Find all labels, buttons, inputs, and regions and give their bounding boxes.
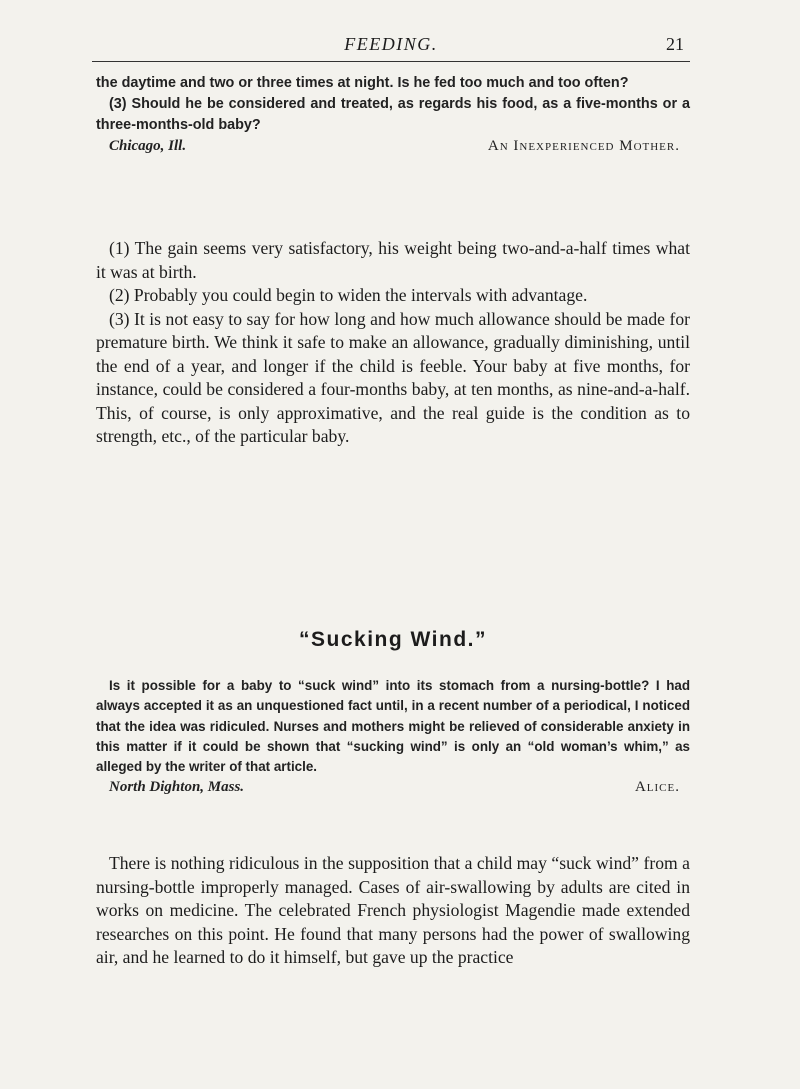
letter-paragraph: (3) Should he be considered and treated, as regards his food, as a five-months or a three-months-old baby?	[96, 96, 690, 133]
editor-answer-1	[96, 237, 690, 449]
letter-place: Chicago, Ill.	[109, 138, 187, 154]
letter-signature: Alice.	[634, 779, 680, 796]
section-heading: “Sucking Wind.”	[299, 628, 487, 651]
letter-signature-line	[96, 777, 690, 797]
letter-paragraph: the daytime and two or three times at night. Is he fed too much and too often?	[96, 75, 629, 91]
editor-answer-2	[96, 852, 690, 970]
letter-signature-line	[96, 136, 690, 157]
answer-paragraph: There is nothing ridiculous in the supposition that a child may “suck wind” from a nursing-bottle improperly managed. Cases of air-swallowing by adults are cited in works on medicine. The celebrated French physiologist Magendie made extended researches on this point. He found that many persons had the power of swallowing air, and he learned to do it himself, but gave up the practice	[96, 853, 690, 968]
answer-paragraph: (2) Probably you could begin to widen the intervals with advantage.	[109, 285, 588, 305]
header-rule	[92, 61, 690, 62]
letter-signature: An Inexperienced Mother.	[487, 138, 680, 154]
answer-paragraph: (3) It is not easy to say for how long and how much allowance should be made for premature birth. We think it safe to make an allowance, gradually diminishing, until the end of a year, and longer if the child is feeble. Your baby at five months, for instance, could be considered a four-months baby, at ten months, as nine-and-a-half. This, of course, is only approximative, and the real guide is the condition as to strength, etc., of the particular baby.	[96, 308, 690, 446]
letter-place: North Dighton, Mass.	[109, 779, 245, 796]
reader-letter-2	[96, 676, 690, 798]
letter-paragraph: Is it possible for a baby to “suck wind” into its stomach from a nursing-bottle? I had always accepted it as an unquestioned fact until, in a recent number of a periodical, I noticed that the idea was ridiculed. Nurses and mothers might be relieved of considerable anxiety in this matter if it could be shown that “sucking wind” is only an “old woman’s whim,” as alleged by the writer of that article.	[96, 678, 690, 775]
page-number: 21	[666, 34, 684, 54]
page-header	[92, 34, 690, 64]
running-title: FEEDING.	[344, 34, 438, 54]
answer-paragraph: (1) The gain seems very satisfactory, his weight being two-and-a-half times what it was at birth.	[96, 238, 690, 282]
reader-letter-1	[96, 73, 690, 157]
